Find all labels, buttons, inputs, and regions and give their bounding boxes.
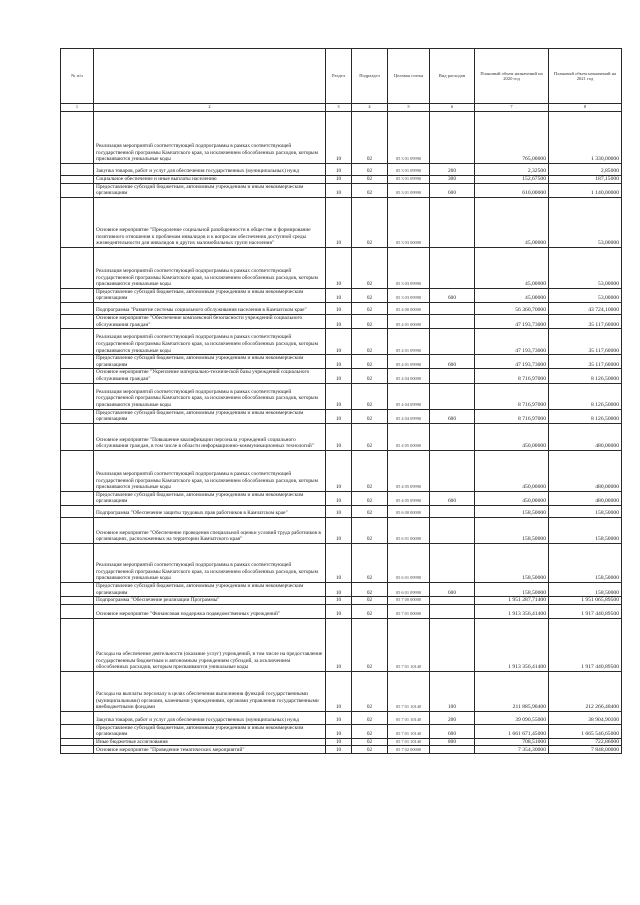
table-row xyxy=(61,197,622,247)
row-podrazdel-cell: 02 xyxy=(352,450,388,491)
row-number-cell xyxy=(61,711,94,724)
row-amount-2021-cell: 35 117,60000 xyxy=(549,329,622,355)
row-csr-cell: 05 4 00 00000 xyxy=(388,302,430,314)
row-podrazdel-cell: 02 xyxy=(352,738,388,746)
row-vr-cell: 600 xyxy=(430,582,475,596)
row-razdel-cell: 10 xyxy=(326,724,352,738)
row-vr-cell xyxy=(430,112,475,164)
row-podrazdel-cell: 02 xyxy=(352,746,388,754)
row-name-cell: Закупка товаров, работ и услуг для обеспечения государственных (муниципальных) нужд xyxy=(94,711,326,724)
row-amount-2021-cell: 1 951 065,89500 xyxy=(549,597,622,605)
row-amount-2020-cell: 158,50000 xyxy=(475,543,549,582)
row-amount-2021-cell: 53,00000 xyxy=(549,247,622,288)
row-csr-cell: 05 3 03 09990 xyxy=(388,247,430,288)
row-name-cell: Подпрограмма "Развитие системы социального обслуживания населения в Камчатском крае" xyxy=(94,302,326,314)
row-amount-2021-cell: 35 117,60000 xyxy=(549,314,622,328)
row-csr-cell: 05 4 01 00000 xyxy=(388,314,430,328)
row-csr-cell: 05 3 01 09990 xyxy=(388,183,430,197)
row-number-cell xyxy=(61,329,94,355)
row-podrazdel-cell: 02 xyxy=(352,671,388,711)
col-number: 3 xyxy=(326,104,352,112)
row-razdel-cell: 10 xyxy=(326,164,352,176)
row-amount-2021-cell: 187,15000 xyxy=(549,176,622,184)
row-amount-2020-cell: 211 885,90400 xyxy=(475,671,549,711)
row-podrazdel-cell: 02 xyxy=(352,423,388,450)
row-amount-2021-cell: 53,00000 xyxy=(549,288,622,302)
row-amount-2020-cell: 39 090,55000 xyxy=(475,711,549,724)
row-name-cell: Предоставление субсидий бюджетным, автономным учреждениям и иным некоммерческим организациям xyxy=(94,582,326,596)
row-number-cell xyxy=(61,383,94,409)
row-amount-2021-cell: 212 266,48400 xyxy=(549,671,622,711)
row-vr-cell xyxy=(430,329,475,355)
row-podrazdel-cell: 02 xyxy=(352,582,388,596)
row-amount-2020-cell: 610,00000 xyxy=(475,183,549,197)
row-vr-cell: 200 xyxy=(430,164,475,176)
row-name-cell: Предоставление субсидий бюджетным, автономным учреждениям и иным некоммерческим организациям xyxy=(94,183,326,197)
row-csr-cell: 05 3 01 09990 xyxy=(388,164,430,176)
row-razdel-cell: 10 xyxy=(326,517,352,543)
row-amount-2020-cell: 450,00000 xyxy=(475,491,549,505)
row-podrazdel-cell: 02 xyxy=(352,517,388,543)
row-name-cell: Предоставление субсидий бюджетным, автономным учреждениям и иным некоммерческим организациям xyxy=(94,724,326,738)
row-vr-cell xyxy=(430,505,475,517)
row-vr-cell xyxy=(430,247,475,288)
column-number-row xyxy=(61,104,622,112)
row-amount-2021-cell: 158,50000 xyxy=(549,543,622,582)
row-amount-2020-cell: 1 661 671,45000 xyxy=(475,724,549,738)
col-number: 8 xyxy=(549,104,622,112)
row-name-cell: Реализация мероприятий соответствующей подпрограммы в рамках соответствующей государственной программы Камчатского края, за исключением обособленных расходов, которым присваиваются уникальные коды xyxy=(94,543,326,582)
row-amount-2020-cell: 47 193,73000 xyxy=(475,329,549,355)
row-razdel-cell: 10 xyxy=(326,288,352,302)
row-csr-cell: 05 3 03 00000 xyxy=(388,197,430,247)
row-podrazdel-cell: 02 xyxy=(352,543,388,582)
row-amount-2020-cell: 450,00000 xyxy=(475,423,549,450)
header-idx: № п/п xyxy=(61,49,94,104)
row-vr-cell: 300 xyxy=(430,176,475,184)
row-csr-cell: 05 4 01 09990 xyxy=(388,355,430,369)
row-vr-cell xyxy=(430,618,475,671)
row-name-cell: Основное мероприятие "Проведение тематических мероприятий" xyxy=(94,746,326,754)
row-vr-cell: 600 xyxy=(430,491,475,505)
row-number-cell xyxy=(61,505,94,517)
row-amount-2021-cell: 1 665 546,65000 xyxy=(549,724,622,738)
table-row xyxy=(61,329,622,355)
row-vr-cell xyxy=(430,450,475,491)
row-csr-cell: 05 7 01 10140 xyxy=(388,618,430,671)
row-razdel-cell: 10 xyxy=(326,597,352,605)
row-amount-2021-cell: 8 126,50000 xyxy=(549,409,622,423)
budget-table xyxy=(60,48,622,754)
table-row xyxy=(61,112,622,164)
row-amount-2021-cell: 53,00000 xyxy=(549,197,622,247)
table-row xyxy=(61,302,622,314)
row-amount-2020-cell: 158,50000 xyxy=(475,517,549,543)
row-razdel-cell: 10 xyxy=(326,176,352,184)
row-name-cell: Закупка товаров, работ и услуг для обеспечения государственных (муниципальных) нужд xyxy=(94,164,326,176)
row-razdel-cell: 10 xyxy=(326,746,352,754)
table-row xyxy=(61,409,622,423)
row-razdel-cell: 10 xyxy=(326,582,352,596)
row-vr-cell xyxy=(430,369,475,383)
row-number-cell xyxy=(61,491,94,505)
col-number: 5 xyxy=(388,104,430,112)
row-number-cell xyxy=(61,355,94,369)
row-razdel-cell: 10 xyxy=(326,671,352,711)
row-name-cell: Расходы на выплаты персоналу в целях обеспечения выполнения функций государственными (муниципальными) органами, казенными учреждениями, органами управления государственными внебюджетными фондами xyxy=(94,671,326,711)
row-podrazdel-cell: 02 xyxy=(352,597,388,605)
row-number-cell xyxy=(61,746,94,754)
row-podrazdel-cell: 02 xyxy=(352,491,388,505)
row-podrazdel-cell: 02 xyxy=(352,247,388,288)
row-razdel-cell: 10 xyxy=(326,505,352,517)
row-name-cell: Расходы на обеспечение деятельности (оказание услуг) учреждений, в том числе на предоставление государственным бюджетным и автономным учреждениям субсидий, за исключением обособленных расходов, которым присваиваются уникальные коды xyxy=(94,618,326,671)
row-podrazdel-cell: 02 xyxy=(352,505,388,517)
row-podrazdel-cell: 02 xyxy=(352,329,388,355)
col-number: 1 xyxy=(61,104,94,112)
row-podrazdel-cell: 02 xyxy=(352,383,388,409)
row-razdel-cell: 10 xyxy=(326,329,352,355)
table-row xyxy=(61,491,622,505)
row-name-cell: Подпрограмма "Обеспечение защиты трудовых прав работников в Камчатском крае" xyxy=(94,505,326,517)
row-amount-2021-cell: 480,00000 xyxy=(549,491,622,505)
row-vr-cell xyxy=(430,746,475,754)
table-row xyxy=(61,671,622,711)
row-name-cell: Реализация мероприятий соответствующей подпрограммы в рамках соответствующей государственной программы Камчатского края, за исключением обособленных расходов, которым присваиваются уникальные коды xyxy=(94,247,326,288)
row-csr-cell: 05 4 04 09990 xyxy=(388,409,430,423)
row-csr-cell: 05 7 01 10140 xyxy=(388,738,430,746)
row-csr-cell: 05 7 02 00000 xyxy=(388,746,430,754)
row-amount-2020-cell: 8 716,97000 xyxy=(475,383,549,409)
row-name-cell: Предоставление субсидий бюджетным, автономным учреждениям и иным некоммерческим организациям xyxy=(94,491,326,505)
row-csr-cell: 05 6 01 09990 xyxy=(388,582,430,596)
row-amount-2020-cell: 708,51000 xyxy=(475,738,549,746)
table-row xyxy=(61,505,622,517)
row-podrazdel-cell: 02 xyxy=(352,724,388,738)
header-razdel: Раздел xyxy=(326,49,352,104)
row-csr-cell: 05 4 01 09990 xyxy=(388,329,430,355)
row-razdel-cell: 10 xyxy=(326,618,352,671)
row-name-cell: Реализация мероприятий соответствующей подпрограммы в рамках соответствующей государственной программы Камчатского края, за исключением обособленных расходов, которым присваиваются уникальные коды xyxy=(94,383,326,409)
row-podrazdel-cell: 02 xyxy=(352,604,388,618)
row-razdel-cell: 10 xyxy=(326,369,352,383)
row-podrazdel-cell: 02 xyxy=(352,183,388,197)
row-amount-2021-cell: 2,85000 xyxy=(549,164,622,176)
row-razdel-cell: 10 xyxy=(326,183,352,197)
row-vr-cell: 600 xyxy=(430,409,475,423)
row-amount-2021-cell: 480,00000 xyxy=(549,423,622,450)
row-podrazdel-cell: 02 xyxy=(352,711,388,724)
row-vr-cell: 800 xyxy=(430,738,475,746)
row-number-cell xyxy=(61,738,94,746)
row-number-cell xyxy=(61,176,94,184)
row-razdel-cell: 10 xyxy=(326,302,352,314)
header-csr: Целевая статья xyxy=(388,49,430,104)
row-name-cell: Основное мероприятие "Повышение квалификации персонала учреждений социального обслуживания граждан, в том числе в области информационно-коммуникационных технологий" xyxy=(94,423,326,450)
row-name-cell: Основное мероприятие "Финансовая поддержка подведомственных учреждений" xyxy=(94,604,326,618)
row-amount-2020-cell: 1 951 287,71400 xyxy=(475,597,549,605)
row-amount-2021-cell: 1 917 440,89500 xyxy=(549,604,622,618)
row-vr-cell: 100 xyxy=(430,671,475,711)
row-amount-2021-cell: 35 117,60000 xyxy=(549,355,622,369)
row-number-cell xyxy=(61,112,94,164)
row-csr-cell: 05 4 05 09990 xyxy=(388,450,430,491)
row-number-cell xyxy=(61,604,94,618)
table-row xyxy=(61,746,622,754)
col-number: 4 xyxy=(352,104,388,112)
row-amount-2020-cell: 158,50000 xyxy=(475,582,549,596)
row-amount-2020-cell: 1 913 356,41400 xyxy=(475,618,549,671)
row-vr-cell xyxy=(430,597,475,605)
row-csr-cell: 05 3 01 09990 xyxy=(388,176,430,184)
row-name-cell: Предоставление субсидий бюджетным, автономным учреждениям и иным некоммерческим организациям xyxy=(94,288,326,302)
header-2021: Плановый объем назначений на 2021 год xyxy=(549,49,622,104)
table-row xyxy=(61,183,622,197)
row-csr-cell: 05 7 00 00000 xyxy=(388,597,430,605)
row-razdel-cell: 10 xyxy=(326,604,352,618)
row-amount-2021-cell: 480,00000 xyxy=(549,450,622,491)
row-name-cell: Предоставление субсидий бюджетным, автономным учреждениям и иным некоммерческим организациям xyxy=(94,355,326,369)
row-number-cell xyxy=(61,369,94,383)
row-name-cell: Иные бюджетные ассигнования xyxy=(94,738,326,746)
row-razdel-cell: 10 xyxy=(326,314,352,328)
row-podrazdel-cell: 02 xyxy=(352,355,388,369)
row-number-cell xyxy=(61,288,94,302)
row-razdel-cell: 10 xyxy=(326,450,352,491)
row-razdel-cell: 10 xyxy=(326,491,352,505)
row-number-cell xyxy=(61,197,94,247)
row-amount-2021-cell: 158,50000 xyxy=(549,505,622,517)
row-vr-cell xyxy=(430,383,475,409)
row-amount-2020-cell: 47 193,73000 xyxy=(475,314,549,328)
row-name-cell: Основное мероприятие "Обеспечение проведения специальной оценки условий труда работников в организациях, расположенных на территории Камчатского края" xyxy=(94,517,326,543)
row-csr-cell: 05 7 01 10140 xyxy=(388,671,430,711)
row-vr-cell xyxy=(430,517,475,543)
row-amount-2020-cell: 45,00000 xyxy=(475,288,549,302)
col-number: 7 xyxy=(475,104,549,112)
header-vr: Вид расходов xyxy=(430,49,475,104)
header-2020: Плановый объем назначений на 2020 год xyxy=(475,49,549,104)
table-body xyxy=(61,112,622,754)
row-amount-2020-cell: 7 354,30000 xyxy=(475,746,549,754)
row-amount-2020-cell: 8 716,97000 xyxy=(475,409,549,423)
row-amount-2020-cell: 152,67500 xyxy=(475,176,549,184)
row-number-cell xyxy=(61,314,94,328)
table-row xyxy=(61,288,622,302)
row-razdel-cell: 10 xyxy=(326,711,352,724)
row-csr-cell: 05 4 05 09990 xyxy=(388,491,430,505)
row-podrazdel-cell: 02 xyxy=(352,176,388,184)
row-amount-2021-cell: 158,50000 xyxy=(549,517,622,543)
row-name-cell: Реализация мероприятий соответствующей подпрограммы в рамках соответствующей государственной программы Камчатского края, за исключением обособленных расходов, которым присваиваются уникальные коды xyxy=(94,450,326,491)
row-podrazdel-cell: 02 xyxy=(352,164,388,176)
row-amount-2021-cell: 1 140,00000 xyxy=(549,183,622,197)
row-vr-cell: 600 xyxy=(430,355,475,369)
row-amount-2021-cell: 722,86000 xyxy=(549,738,622,746)
row-number-cell xyxy=(61,671,94,711)
row-podrazdel-cell: 02 xyxy=(352,409,388,423)
row-number-cell xyxy=(61,247,94,288)
header-podrazdel: Подраздел xyxy=(352,49,388,104)
table-row xyxy=(61,724,622,738)
row-number-cell xyxy=(61,409,94,423)
row-name-cell: Предоставление субсидий бюджетным, автономным учреждениям и иным некоммерческим организациям xyxy=(94,409,326,423)
row-csr-cell: 05 6 00 00000 xyxy=(388,505,430,517)
row-csr-cell: 05 4 05 00000 xyxy=(388,423,430,450)
row-vr-cell xyxy=(430,302,475,314)
row-number-cell xyxy=(61,597,94,605)
row-razdel-cell: 10 xyxy=(326,543,352,582)
row-razdel-cell: 10 xyxy=(326,423,352,450)
row-csr-cell: 05 4 04 09990 xyxy=(388,383,430,409)
table-header-row xyxy=(61,49,622,104)
row-csr-cell: 05 6 01 09990 xyxy=(388,543,430,582)
col-number: 2 xyxy=(94,104,326,112)
row-amount-2021-cell: 8 126,50000 xyxy=(549,369,622,383)
table-row xyxy=(61,383,622,409)
row-vr-cell xyxy=(430,314,475,328)
row-amount-2020-cell: 158,50000 xyxy=(475,505,549,517)
row-amount-2020-cell: 45,00000 xyxy=(475,197,549,247)
row-amount-2021-cell: 43 724,10000 xyxy=(549,302,622,314)
row-name-cell: Основное мероприятие "Укрепление материально-технической базы учреждений социального обслуживания граждан" xyxy=(94,369,326,383)
col-number: 6 xyxy=(430,104,475,112)
table-row xyxy=(61,355,622,369)
row-amount-2021-cell: 1 917 440,89500 xyxy=(549,618,622,671)
row-name-cell: Реализация мероприятий соответствующей подпрограммы в рамках соответствующей государственной программы Камчатского края, за исключением обособленных расходов, которым присваиваются уникальные коды xyxy=(94,112,326,164)
row-number-cell xyxy=(61,423,94,450)
row-csr-cell: 05 3 01 09990 xyxy=(388,112,430,164)
row-name-cell: Социальное обеспечение и иные выплаты населению xyxy=(94,176,326,184)
row-podrazdel-cell: 02 xyxy=(352,112,388,164)
table-row xyxy=(61,597,622,605)
row-vr-cell: 200 xyxy=(430,711,475,724)
row-vr-cell xyxy=(430,543,475,582)
row-csr-cell: 05 4 04 00000 xyxy=(388,369,430,383)
row-number-cell xyxy=(61,618,94,671)
row-vr-cell: 600 xyxy=(430,288,475,302)
table-row xyxy=(61,604,622,618)
row-amount-2020-cell: 2,32500 xyxy=(475,164,549,176)
table-row xyxy=(61,618,622,671)
row-vr-cell: 600 xyxy=(430,724,475,738)
row-vr-cell: 600 xyxy=(430,183,475,197)
header-name xyxy=(94,49,326,104)
row-amount-2020-cell: 47 193,73000 xyxy=(475,355,549,369)
row-amount-2021-cell: 7 848,00000 xyxy=(549,746,622,754)
table-row xyxy=(61,517,622,543)
row-podrazdel-cell: 02 xyxy=(352,197,388,247)
row-amount-2021-cell: 158,50000 xyxy=(549,582,622,596)
row-name-cell: Реализация мероприятий соответствующей подпрограммы в рамках соответствующей государственной программы Камчатского края, за исключением обособленных расходов, которым присваиваются уникальные коды xyxy=(94,329,326,355)
row-razdel-cell: 10 xyxy=(326,247,352,288)
row-csr-cell: 05 7 01 10140 xyxy=(388,724,430,738)
row-csr-cell: 05 3 03 09990 xyxy=(388,288,430,302)
row-razdel-cell: 10 xyxy=(326,738,352,746)
row-razdel-cell: 10 xyxy=(326,112,352,164)
row-amount-2021-cell: 38 904,90100 xyxy=(549,711,622,724)
row-amount-2020-cell: 450,00000 xyxy=(475,450,549,491)
row-amount-2021-cell: 1 330,00000 xyxy=(549,112,622,164)
row-number-cell xyxy=(61,517,94,543)
table-row xyxy=(61,450,622,491)
row-amount-2020-cell: 45,00000 xyxy=(475,247,549,288)
row-vr-cell xyxy=(430,197,475,247)
budget-table-page xyxy=(60,48,621,754)
table-row xyxy=(61,164,622,176)
row-razdel-cell: 10 xyxy=(326,383,352,409)
row-vr-cell xyxy=(430,604,475,618)
row-razdel-cell: 10 xyxy=(326,355,352,369)
table-row xyxy=(61,711,622,724)
row-number-cell xyxy=(61,450,94,491)
table-row xyxy=(61,543,622,582)
row-number-cell xyxy=(61,724,94,738)
table-row xyxy=(61,314,622,328)
row-name-cell: Основное мероприятие "Обеспечение комплексной безопасности учреждений социального обслуживания граждан" xyxy=(94,314,326,328)
row-number-cell xyxy=(61,183,94,197)
table-row xyxy=(61,247,622,288)
row-amount-2020-cell: 765,00000 xyxy=(475,112,549,164)
row-csr-cell: 05 6 01 00000 xyxy=(388,517,430,543)
row-number-cell xyxy=(61,302,94,314)
row-number-cell xyxy=(61,164,94,176)
table-row xyxy=(61,369,622,383)
row-razdel-cell: 10 xyxy=(326,409,352,423)
row-amount-2020-cell: 8 716,97000 xyxy=(475,369,549,383)
row-name-cell: Подпрограмма "Обеспечение реализации Программы" xyxy=(94,597,326,605)
row-amount-2020-cell: 1 913 356,41400 xyxy=(475,604,549,618)
row-podrazdel-cell: 02 xyxy=(352,369,388,383)
row-csr-cell: 05 7 01 10140 xyxy=(388,711,430,724)
row-podrazdel-cell: 02 xyxy=(352,302,388,314)
row-podrazdel-cell: 02 xyxy=(352,618,388,671)
row-name-cell: Основное мероприятие "Преодоление социальной разобщенности в обществе и формирование позитивного отношения к проблемам инвалидов и к вопросам обеспечения доступной среды жизнедеятельности для инвалидов и других маломобильных групп населения" xyxy=(94,197,326,247)
row-podrazdel-cell: 02 xyxy=(352,314,388,328)
table-row xyxy=(61,738,622,746)
row-csr-cell: 05 7 01 00000 xyxy=(388,604,430,618)
row-podrazdel-cell: 02 xyxy=(352,288,388,302)
table-row xyxy=(61,423,622,450)
row-number-cell xyxy=(61,543,94,582)
row-amount-2021-cell: 8 126,50000 xyxy=(549,383,622,409)
row-number-cell xyxy=(61,582,94,596)
table-row xyxy=(61,176,622,184)
row-amount-2020-cell: 56 360,70000 xyxy=(475,302,549,314)
row-vr-cell xyxy=(430,423,475,450)
row-razdel-cell: 10 xyxy=(326,197,352,247)
table-row xyxy=(61,582,622,596)
